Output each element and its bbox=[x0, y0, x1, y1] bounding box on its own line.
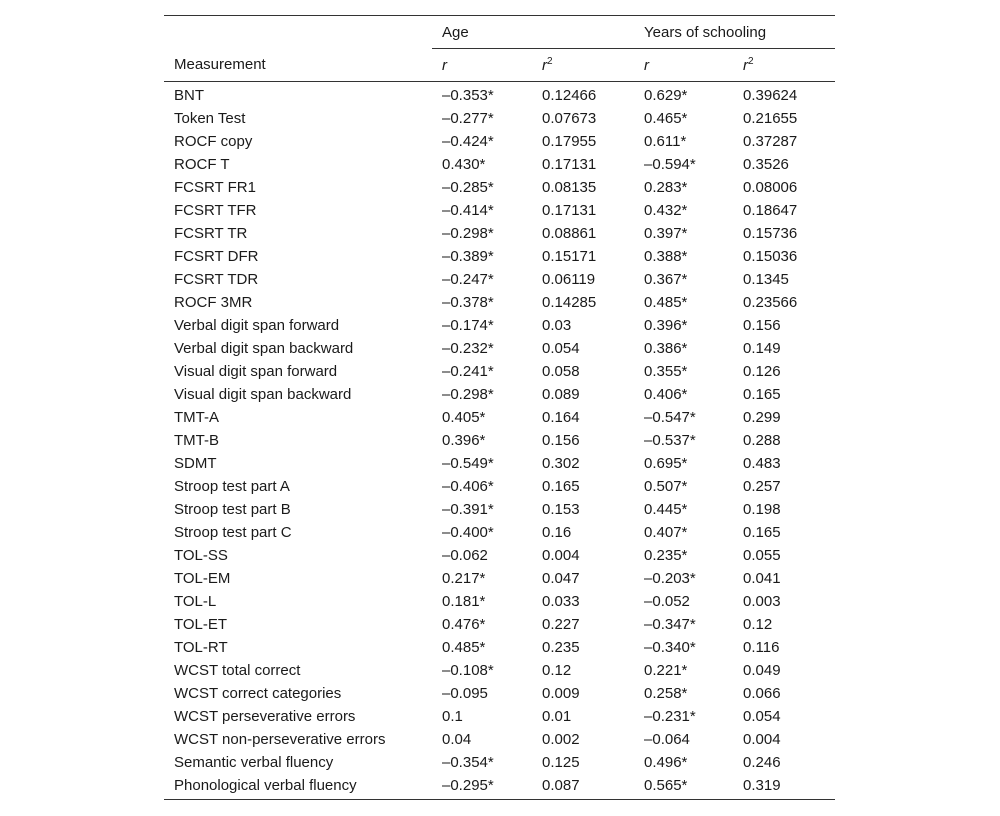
cell-schooling-r2: 0.149 bbox=[743, 340, 781, 357]
cell-age-r: –0.391* bbox=[442, 501, 494, 518]
cell-schooling-r2: 0.116 bbox=[743, 639, 780, 656]
cell-schooling-r2: 0.12 bbox=[743, 616, 773, 633]
cell-measurement: TOL-L bbox=[174, 593, 217, 610]
cell-measurement: Visual digit span forward bbox=[174, 363, 338, 380]
cell-age-r: –0.095 bbox=[442, 685, 488, 702]
table-row bbox=[164, 544, 835, 567]
cell-schooling-r2: 0.003 bbox=[743, 593, 781, 610]
cell-measurement: WCST non-perseverative errors bbox=[174, 731, 386, 748]
cell-measurement: Semantic verbal fluency bbox=[174, 754, 334, 771]
header-sub-row bbox=[164, 49, 835, 82]
header-schooling-r2-base: r bbox=[743, 57, 749, 74]
cell-measurement: ROCF copy bbox=[174, 133, 253, 150]
cell-schooling-r: 0.611* bbox=[644, 133, 687, 150]
cell-measurement: TMT-B bbox=[174, 432, 219, 449]
cell-age-r2: 0.002 bbox=[542, 731, 580, 748]
cell-age-r: –0.277* bbox=[442, 110, 494, 127]
cell-age-r2: 0.17955 bbox=[542, 133, 597, 150]
cell-schooling-r2: 0.23566 bbox=[743, 294, 798, 311]
cell-measurement: WCST correct categories bbox=[174, 685, 342, 702]
cell-age-r2: 0.164 bbox=[542, 409, 580, 426]
cell-schooling-r: 0.355* bbox=[644, 363, 688, 380]
header-age-r2-sup: 2 bbox=[547, 56, 553, 67]
header-schooling-r: r bbox=[634, 49, 733, 82]
cell-schooling-r2: 0.288 bbox=[743, 432, 781, 449]
table-row bbox=[164, 475, 835, 498]
cell-age-r: 0.217* bbox=[442, 570, 486, 587]
cell-measurement: Stroop test part C bbox=[174, 524, 292, 541]
cell-age-r2: 0.156 bbox=[542, 432, 580, 449]
cell-age-r: 0.1 bbox=[442, 708, 463, 725]
cell-age-r2: 0.01 bbox=[542, 708, 572, 725]
cell-measurement: FCSRT FR1 bbox=[174, 179, 256, 196]
table-row bbox=[164, 176, 835, 199]
table-row bbox=[164, 429, 835, 452]
cell-measurement: ROCF 3MR bbox=[174, 294, 253, 311]
cell-age-r: –0.354* bbox=[442, 754, 494, 771]
table-row bbox=[164, 682, 835, 705]
cell-schooling-r: 0.465* bbox=[644, 110, 688, 127]
cell-schooling-r2: 0.257 bbox=[743, 478, 781, 495]
cell-age-r: –0.241* bbox=[442, 363, 494, 380]
cell-schooling-r2: 0.066 bbox=[743, 685, 781, 702]
cell-schooling-r: 0.235* bbox=[644, 547, 688, 564]
table-row bbox=[164, 82, 835, 108]
cell-measurement: TOL-SS bbox=[174, 547, 228, 564]
cell-age-r: –0.353* bbox=[442, 87, 494, 104]
cell-schooling-r: 0.283* bbox=[644, 179, 688, 196]
cell-age-r: –0.298* bbox=[442, 386, 494, 403]
table-row bbox=[164, 613, 835, 636]
cell-measurement: Verbal digit span backward bbox=[174, 340, 354, 357]
cell-age-r2: 0.165 bbox=[542, 478, 580, 495]
cell-age-r2: 0.235 bbox=[542, 639, 580, 656]
cell-schooling-r2: 0.049 bbox=[743, 662, 781, 679]
cell-schooling-r: 0.407* bbox=[644, 524, 688, 541]
cell-age-r2: 0.227 bbox=[542, 616, 580, 633]
table-row bbox=[164, 107, 835, 130]
cell-age-r2: 0.06119 bbox=[542, 271, 596, 288]
header-age-r2-base: r bbox=[542, 57, 547, 74]
cell-schooling-r2: 0.054 bbox=[743, 708, 781, 725]
table-row bbox=[164, 728, 835, 751]
cell-schooling-r2: 0.246 bbox=[743, 754, 781, 771]
cell-age-r: –0.400* bbox=[442, 524, 494, 541]
correlation-table-container bbox=[164, 15, 835, 800]
cell-schooling-r2: 0.126 bbox=[743, 363, 781, 380]
cell-schooling-r: 0.221* bbox=[644, 662, 688, 679]
cell-schooling-r2: 0.21655 bbox=[743, 110, 798, 127]
cell-age-r: –0.424* bbox=[442, 133, 494, 150]
cell-age-r: –0.298* bbox=[442, 225, 494, 242]
cell-schooling-r: 0.406* bbox=[644, 386, 688, 403]
cell-age-r2: 0.054 bbox=[542, 340, 580, 357]
table-row bbox=[164, 222, 835, 245]
header-group-schooling: Years of schooling bbox=[634, 16, 835, 49]
cell-age-r: –0.062 bbox=[442, 547, 488, 564]
table-row bbox=[164, 130, 835, 153]
header-schooling-r2-sup: 2 bbox=[748, 56, 754, 67]
cell-measurement: Stroop test part B bbox=[174, 501, 291, 518]
table-row bbox=[164, 383, 835, 406]
table-row bbox=[164, 406, 835, 429]
cell-schooling-r: 0.388* bbox=[644, 248, 688, 265]
cell-measurement: TOL-EM bbox=[174, 570, 231, 587]
cell-age-r: –0.389* bbox=[442, 248, 494, 265]
cell-age-r: –0.232* bbox=[442, 340, 494, 357]
cell-schooling-r2: 0.004 bbox=[743, 731, 781, 748]
table-row bbox=[164, 774, 835, 800]
cell-measurement: WCST total correct bbox=[174, 662, 301, 679]
cell-schooling-r2: 0.319 bbox=[733, 774, 835, 800]
cell-measurement: WCST perseverative errors bbox=[174, 708, 356, 725]
table-row bbox=[164, 498, 835, 521]
cell-measurement: FCSRT DFR bbox=[174, 248, 259, 265]
cell-age-r: –0.108* bbox=[442, 662, 494, 679]
cell-schooling-r2: 0.041 bbox=[743, 570, 781, 587]
header-age-r: r bbox=[432, 49, 532, 82]
cell-measurement: TMT-A bbox=[174, 409, 219, 426]
cell-schooling-r: –0.594* bbox=[644, 156, 696, 173]
table-row bbox=[164, 636, 835, 659]
table-row bbox=[164, 314, 835, 337]
cell-age-r2: 0.08135 bbox=[542, 179, 597, 196]
header-measurement: Measurement bbox=[164, 49, 432, 82]
cell-age-r2: 0.15171 bbox=[542, 248, 597, 265]
cell-measurement: FCSRT TDR bbox=[174, 271, 259, 288]
cell-schooling-r2: 0.198 bbox=[743, 501, 781, 518]
cell-age-r2: 0.17131 bbox=[542, 156, 597, 173]
cell-schooling-r: 0.507* bbox=[644, 478, 688, 495]
cell-measurement: Visual digit span backward bbox=[174, 386, 352, 403]
cell-schooling-r2: 0.18647 bbox=[743, 202, 798, 219]
cell-age-r: 0.476* bbox=[442, 616, 486, 633]
table-row bbox=[164, 153, 835, 176]
cell-age-r2: 0.087 bbox=[532, 774, 634, 800]
cell-age-r2: 0.17131 bbox=[542, 202, 597, 219]
header-empty-cell bbox=[164, 16, 432, 49]
table-row bbox=[164, 521, 835, 544]
cell-age-r2: 0.12466 bbox=[542, 87, 597, 104]
cell-schooling-r2: 0.08006 bbox=[743, 179, 798, 196]
cell-schooling-r2: 0.483 bbox=[743, 455, 781, 472]
cell-age-r2: 0.16 bbox=[542, 524, 572, 541]
cell-age-r2: 0.009 bbox=[542, 685, 580, 702]
cell-schooling-r2: 0.15736 bbox=[743, 225, 798, 242]
cell-measurement: Token Test bbox=[174, 110, 246, 127]
table-row bbox=[164, 360, 835, 383]
cell-schooling-r2: 0.055 bbox=[743, 547, 781, 564]
cell-measurement: FCSRT TR bbox=[174, 225, 248, 242]
cell-age-r: –0.414* bbox=[442, 202, 494, 219]
cell-measurement: TOL-RT bbox=[174, 639, 228, 656]
cell-age-r2: 0.12 bbox=[542, 662, 572, 679]
cell-schooling-r2: 0.15036 bbox=[743, 248, 798, 265]
cell-schooling-r2: 0.1345 bbox=[743, 271, 789, 288]
cell-schooling-r: 0.432* bbox=[644, 202, 688, 219]
cell-schooling-r2: 0.3526 bbox=[743, 156, 789, 173]
header-group-age: Age bbox=[432, 16, 634, 49]
cell-schooling-r: –0.231* bbox=[644, 708, 696, 725]
cell-age-r: 0.396* bbox=[442, 432, 486, 449]
cell-age-r2: 0.302 bbox=[542, 455, 580, 472]
cell-schooling-r: –0.052 bbox=[644, 593, 690, 610]
table-row bbox=[164, 751, 835, 774]
cell-age-r: 0.04 bbox=[442, 731, 472, 748]
table-row bbox=[164, 268, 835, 291]
table-header bbox=[164, 16, 835, 82]
cell-measurement: SDMT bbox=[174, 455, 217, 472]
cell-schooling-r2: 0.165 bbox=[743, 524, 781, 541]
cell-schooling-r: 0.445* bbox=[644, 501, 688, 518]
table-row bbox=[164, 199, 835, 222]
cell-schooling-r: –0.203* bbox=[644, 570, 696, 587]
table-row bbox=[164, 705, 835, 728]
table-row bbox=[164, 245, 835, 268]
cell-measurement: TOL-ET bbox=[174, 616, 228, 633]
table-body bbox=[164, 82, 835, 800]
cell-age-r: 0.485* bbox=[442, 639, 486, 656]
table-row bbox=[164, 337, 835, 360]
cell-age-r: –0.247* bbox=[442, 271, 494, 288]
cell-measurement: FCSRT TFR bbox=[174, 202, 257, 219]
cell-schooling-r: –0.547* bbox=[644, 409, 696, 426]
cell-age-r2: 0.089 bbox=[542, 386, 580, 403]
cell-age-r: 0.405* bbox=[442, 409, 486, 426]
cell-schooling-r: 0.258* bbox=[644, 685, 688, 702]
cell-schooling-r: 0.397* bbox=[644, 225, 688, 242]
cell-schooling-r: –0.537* bbox=[644, 432, 696, 449]
cell-age-r2: 0.14285 bbox=[542, 294, 597, 311]
header-age-r2 bbox=[532, 49, 634, 82]
cell-age-r2: 0.153 bbox=[542, 501, 580, 518]
cell-schooling-r2: 0.37287 bbox=[743, 133, 798, 150]
cell-measurement: Verbal digit span forward bbox=[174, 317, 340, 334]
cell-schooling-r2: 0.39624 bbox=[743, 87, 798, 104]
cell-schooling-r2: 0.165 bbox=[743, 386, 781, 403]
cell-age-r: 0.430* bbox=[442, 156, 486, 173]
cell-schooling-r2: 0.299 bbox=[743, 409, 781, 426]
cell-age-r2: 0.08861 bbox=[542, 225, 597, 242]
cell-age-r: –0.174* bbox=[442, 317, 494, 334]
cell-schooling-r: 0.695* bbox=[644, 455, 688, 472]
cell-measurement: ROCF T bbox=[174, 156, 230, 173]
cell-schooling-r: –0.340* bbox=[644, 639, 696, 656]
cell-schooling-r: 0.485* bbox=[644, 294, 688, 311]
table-row bbox=[164, 659, 835, 682]
cell-schooling-r: 0.386* bbox=[644, 340, 688, 357]
correlation-table bbox=[164, 15, 835, 800]
cell-measurement: BNT bbox=[174, 87, 204, 104]
cell-age-r: –0.406* bbox=[442, 478, 494, 495]
cell-age-r2: 0.058 bbox=[542, 363, 580, 380]
cell-age-r2: 0.125 bbox=[542, 754, 580, 771]
cell-measurement: Stroop test part A bbox=[174, 478, 290, 495]
cell-schooling-r: 0.496* bbox=[644, 754, 688, 771]
table-row bbox=[164, 291, 835, 314]
cell-age-r2: 0.07673 bbox=[542, 110, 597, 127]
cell-schooling-r: 0.565* bbox=[634, 774, 733, 800]
cell-age-r2: 0.047 bbox=[542, 570, 580, 587]
cell-age-r2: 0.033 bbox=[542, 593, 580, 610]
header-schooling-r2 bbox=[733, 49, 835, 82]
cell-schooling-r: 0.396* bbox=[644, 317, 688, 334]
header-group-row bbox=[164, 16, 835, 49]
cell-schooling-r: –0.064 bbox=[644, 731, 690, 748]
cell-age-r: 0.181* bbox=[442, 593, 486, 610]
cell-age-r: –0.295* bbox=[432, 774, 532, 800]
cell-age-r: –0.285* bbox=[442, 179, 494, 196]
table-row bbox=[164, 567, 835, 590]
cell-age-r2: 0.03 bbox=[542, 317, 572, 334]
cell-schooling-r: 0.629* bbox=[644, 87, 688, 104]
cell-age-r: –0.549* bbox=[442, 455, 494, 472]
cell-age-r2: 0.004 bbox=[542, 547, 580, 564]
table-row bbox=[164, 590, 835, 613]
cell-measurement: Phonological verbal fluency bbox=[164, 774, 432, 800]
cell-schooling-r2: 0.156 bbox=[743, 317, 781, 334]
table-row bbox=[164, 452, 835, 475]
cell-age-r: –0.378* bbox=[442, 294, 494, 311]
cell-schooling-r: 0.367* bbox=[644, 271, 688, 288]
cell-schooling-r: –0.347* bbox=[644, 616, 696, 633]
